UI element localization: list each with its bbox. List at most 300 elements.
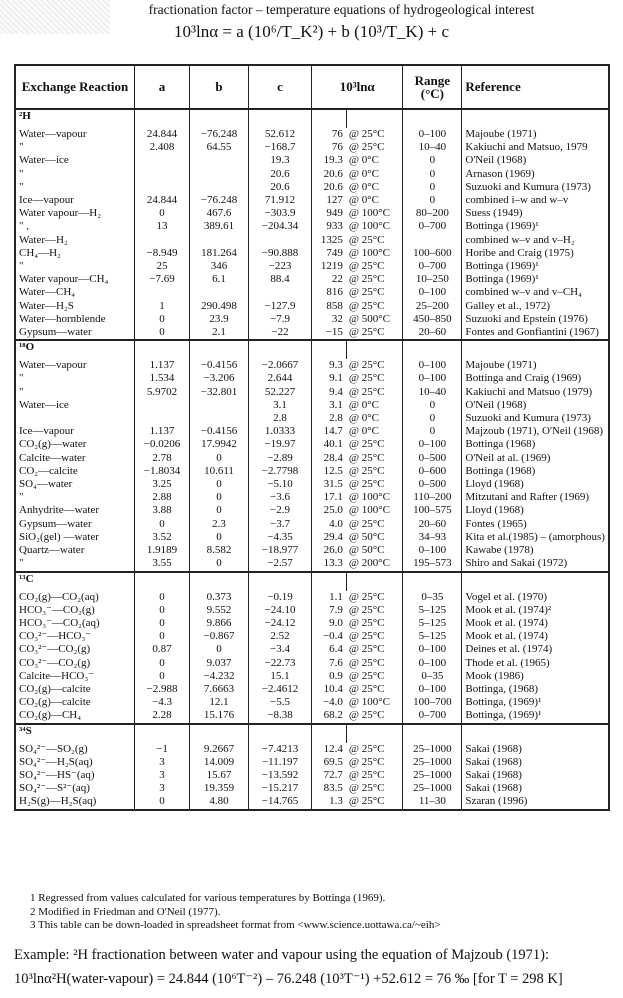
table-row: [15, 359, 609, 372]
cell-a: 0: [135, 617, 190, 630]
cell-range: 25–200: [403, 300, 462, 313]
cell-c: −204.34: [249, 220, 312, 233]
section-header: [15, 340, 609, 359]
cell-exchange: Water vapour—CH₄: [15, 273, 135, 286]
cell-temp: @ 25°C: [348, 359, 385, 372]
cell-lnalpha: 1325: [312, 234, 347, 247]
cell-reference: Mook et al. (1974): [462, 630, 609, 643]
isotope-label: ²H: [15, 109, 135, 128]
cell-reference: O'Neil (1968): [462, 154, 609, 167]
cell-a: 5.9702: [135, 386, 190, 399]
cell-exchange: CO₂(g)—calcite: [15, 696, 135, 709]
cell-b: 9.866: [190, 617, 249, 630]
cell-exchange: Water—ice: [15, 399, 135, 412]
cell-reference: Kita et al.(1985) – (amorphous): [462, 531, 609, 544]
section-spacer: [135, 572, 190, 591]
cell-temp: @ 25°C: [348, 656, 385, 669]
cell-range: 0–100: [403, 643, 462, 656]
cell-a: 3.88: [135, 504, 190, 517]
cell-b: 290.498: [190, 300, 249, 313]
table-row: [15, 491, 609, 504]
cell-exchange: Calcite—HCO₃⁻: [15, 670, 135, 683]
table-row: [15, 286, 609, 299]
cell-exchange: Water vapour—H₂: [15, 207, 135, 220]
cell-temp: @ 50°C: [348, 530, 385, 543]
cell-reference: Majzoub (1971), O'Neil (1968): [462, 425, 609, 438]
cell-range: 34–93: [403, 531, 462, 544]
cell-range: 0: [403, 194, 462, 207]
cell-exchange: Water—H₂: [15, 234, 135, 247]
table-row: [15, 657, 609, 670]
cell-b: 8.582: [190, 544, 249, 557]
cell-a: 0.87: [135, 643, 190, 656]
cell-exchange: CO₂—calcite: [15, 465, 135, 478]
cell-exchange: HCO₃⁻—CO₂(g): [15, 604, 135, 617]
cell-range: 0–35: [403, 591, 462, 604]
table-row: [15, 141, 609, 154]
cell-reference: Bottinga, (1969)¹: [462, 696, 609, 709]
footnote-1: 1 Regressed from values calculated for various temperatures by Bottinga (1969).: [30, 892, 386, 904]
cell-b: 64.55: [190, 141, 249, 154]
table-row: [15, 756, 609, 769]
cell-lnalpha: 933: [312, 220, 347, 233]
cell-c: −19.97: [249, 438, 312, 451]
section-spacer: [135, 109, 190, 128]
cell-range: 0: [403, 181, 462, 194]
cell-exchange: [15, 412, 135, 425]
cell-c: 2.52: [249, 630, 312, 643]
cell-temp: @ 0°C: [348, 154, 380, 167]
cell-exchange: ": [15, 181, 135, 194]
cell-range: 0: [403, 425, 462, 438]
cell-range: 0–100: [403, 128, 462, 141]
cell-reference: Suzuoki and Epstein (1976): [462, 313, 609, 326]
cell-reference: Kakiuchi and Matsuo, 1979: [462, 141, 609, 154]
cell-range: 0–100: [403, 286, 462, 299]
table-row: [15, 168, 609, 181]
cell-range: 25–1000: [403, 782, 462, 795]
section-spacer: [462, 724, 609, 743]
cell-temp: @ 25°C: [348, 517, 385, 530]
footnotes: [30, 892, 441, 933]
cell-a: 2.408: [135, 141, 190, 154]
example-line-2: 10³lnα²H(water-vapour) = 24.844 (10⁶T⁻²) – 76.248 (10³T⁻¹) +52.612 = 76 ‰ [for T = 298 K]: [14, 971, 563, 987]
cell-range: 5–125: [403, 604, 462, 617]
cell-a: 3.25: [135, 478, 190, 491]
cell-c: −127.9: [249, 300, 312, 313]
cell-lnalpha: 29.4: [312, 531, 347, 544]
cell-b: 389.61: [190, 220, 249, 233]
cell-a: 3.52: [135, 531, 190, 544]
cell-a: 0: [135, 518, 190, 531]
cell-c: −168.7: [249, 141, 312, 154]
cell-c: [249, 286, 312, 299]
cell-a: 2.78: [135, 452, 190, 465]
cell-lnalpha: 9.4: [312, 386, 347, 399]
section-spacer: [190, 340, 249, 359]
cell-a: 1.137: [135, 425, 190, 438]
cell-range: 5–125: [403, 630, 462, 643]
cell-a: 24.844: [135, 128, 190, 141]
table-row: [15, 604, 609, 617]
header-range: Range (°C): [403, 65, 462, 109]
table-row: [15, 670, 609, 683]
cell-exchange: CO₂(g)—calcite: [15, 683, 135, 696]
cell-exchange: SO₄²⁻—S²⁻(aq): [15, 782, 135, 795]
cell-a: 0: [135, 604, 190, 617]
section-spacer: [403, 724, 462, 743]
cell-range: 0–100: [403, 438, 462, 451]
cell-reference: Arnason (1969): [462, 168, 609, 181]
header-b: b: [190, 65, 249, 109]
section-spacer: [249, 109, 312, 128]
cell-exchange: H₂S(g)—H₂S(aq): [15, 795, 135, 809]
section-spacer: [312, 724, 347, 743]
cell-lnalpha: 32: [312, 313, 347, 326]
table-body: [15, 109, 609, 810]
cell-a: −8.949: [135, 247, 190, 260]
cell-temp: @ 0°C: [348, 180, 380, 193]
cell-temp: @ 100°C: [348, 246, 391, 259]
section-spacer: [135, 724, 190, 743]
cell-c: −22: [249, 326, 312, 340]
title-line-1: fractionation factor – temperature equations of hydrogeological interest: [148, 2, 535, 17]
cell-reference: Vogel et al. (1970): [462, 591, 609, 604]
cell-c: −4.35: [249, 531, 312, 544]
cell-a: −7.69: [135, 273, 190, 286]
cell-temp: @ 25°C: [348, 795, 385, 808]
table-row: [15, 220, 609, 233]
cell-a: 0: [135, 207, 190, 220]
cell-b: −76.248: [190, 194, 249, 207]
table-row: [15, 709, 609, 723]
cell-c: −2.7798: [249, 465, 312, 478]
cell-range: 0–700: [403, 220, 462, 233]
cell-reference: Bottinga, (1968): [462, 683, 609, 696]
cell-lnalpha: 19.3: [312, 154, 347, 167]
cell-temp: @ 0°C: [348, 398, 380, 411]
cell-exchange: ": [15, 168, 135, 181]
table-row: [15, 260, 609, 273]
cell-b: 10.611: [190, 465, 249, 478]
cell-lnalpha: 26.0: [312, 544, 347, 557]
table-row: [15, 478, 609, 491]
cell-lnalpha: 17.1: [312, 491, 347, 504]
section-spacer: [462, 340, 609, 359]
cell-a: 3: [135, 769, 190, 782]
cell-a: 2.28: [135, 709, 190, 723]
cell-temp: @ 25°C: [348, 782, 385, 795]
cell-reference: Fontes and Gonfiantini (1967): [462, 326, 609, 340]
cell-c: −7.4213: [249, 743, 312, 756]
cell-reference: Mook et al. (1974): [462, 617, 609, 630]
cell-reference: Suzuoki and Kumura (1973): [462, 412, 609, 425]
cell-temp: @ 50°C: [348, 544, 385, 557]
cell-c: −13.592: [249, 769, 312, 782]
cell-reference: Sakai (1968): [462, 782, 609, 795]
cell-exchange: Calcite—water: [15, 452, 135, 465]
cell-temp: @ 25°C: [348, 755, 385, 768]
section-spacer: [347, 109, 403, 128]
cell-c: −303.9: [249, 207, 312, 220]
cell-reference: combined i–w and w–v: [462, 194, 609, 207]
cell-reference: Bottinga (1968): [462, 438, 609, 451]
cell-c: −3.7: [249, 518, 312, 531]
cell-a: 25: [135, 260, 190, 273]
cell-a: [135, 168, 190, 181]
cell-lnalpha: 6.4: [312, 643, 347, 656]
cell-temp: @ 25°C: [348, 643, 385, 656]
cell-reference: Bottinga and Craig (1969): [462, 372, 609, 385]
cell-range: 0–700: [403, 260, 462, 273]
cell-temp: @ 25°C: [348, 299, 385, 312]
cell-temp: @ 100°C: [348, 220, 391, 233]
cell-a: [135, 181, 190, 194]
table-row: [15, 591, 609, 604]
cell-lnalpha: 949: [312, 207, 347, 220]
cell-range: 0–700: [403, 709, 462, 723]
cell-range: 0–100: [403, 683, 462, 696]
cell-exchange: Water—ice: [15, 154, 135, 167]
cell-a: 0: [135, 313, 190, 326]
cell-c: −24.12: [249, 617, 312, 630]
section-spacer: [403, 109, 462, 128]
cell-range: 0–500: [403, 478, 462, 491]
table-row: [15, 438, 609, 451]
table-row: [15, 326, 609, 340]
cell-lnalpha: 0.9: [312, 670, 347, 683]
cell-lnalpha: 7.9: [312, 604, 347, 617]
isotope-label: ³⁴S: [15, 724, 135, 743]
cell-a: 1.9189: [135, 544, 190, 557]
table-row: [15, 696, 609, 709]
footnote-3: 3 This table can be down-loaded in spreadsheet format from <www.science.uottawa.ca/~eih>: [30, 919, 441, 931]
cell-exchange: ": [15, 141, 135, 154]
cell-c: 52.612: [249, 128, 312, 141]
cell-a: 0: [135, 326, 190, 340]
cell-lnalpha: 69.5: [312, 756, 347, 769]
cell-temp: @ 25°C: [348, 682, 385, 695]
cell-a: 2.88: [135, 491, 190, 504]
cell-range: 25–1000: [403, 756, 462, 769]
table-row: [15, 630, 609, 643]
cell-reference: Bottinga (1969)¹: [462, 260, 609, 273]
cell-lnalpha: 9.0: [312, 617, 347, 630]
cell-lnalpha: 25.0: [312, 504, 347, 517]
cell-c: −2.57: [249, 557, 312, 571]
table-row: [15, 425, 609, 438]
cell-temp: @ 0°C: [348, 425, 380, 438]
section-spacer: [249, 572, 312, 591]
cell-lnalpha: 9.3: [312, 359, 347, 372]
cell-exchange: ": [15, 260, 135, 273]
section-header: [15, 109, 609, 128]
cell-b: 181.264: [190, 247, 249, 260]
cell-lnalpha: 20.6: [312, 181, 347, 194]
cell-exchange: Water—vapour: [15, 359, 135, 372]
section-spacer: [190, 109, 249, 128]
cell-a: 0: [135, 657, 190, 670]
cell-temp: @ 200°C: [348, 557, 391, 570]
cell-lnalpha: 816: [312, 286, 347, 299]
cell-temp: @ 25°C: [348, 616, 385, 629]
cell-range: 0–600: [403, 465, 462, 478]
section-spacer: [190, 572, 249, 591]
cell-exchange: Anhydrite—water: [15, 504, 135, 517]
cell-range: 0: [403, 154, 462, 167]
cell-b: 7.6663: [190, 683, 249, 696]
cell-a: [135, 399, 190, 412]
cell-b: 0: [190, 531, 249, 544]
cell-exchange: Quartz—water: [15, 544, 135, 557]
cell-exchange: Gypsum—water: [15, 326, 135, 340]
cell-exchange: CO₃²⁻—HCO₃⁻: [15, 630, 135, 643]
cell-temp: @ 25°C: [348, 669, 385, 682]
cell-b: 6.1: [190, 273, 249, 286]
cell-b: −76.248: [190, 128, 249, 141]
cell-range: 0–100: [403, 657, 462, 670]
cell-reference: Shiro and Sakai (1972): [462, 557, 609, 571]
cell-range: 0–100: [403, 544, 462, 557]
cell-temp: @ 100°C: [348, 504, 391, 517]
cell-b: 346: [190, 260, 249, 273]
cell-range: 80–200: [403, 207, 462, 220]
cell-range: 10–40: [403, 386, 462, 399]
cell-reference: O'Neil (1968): [462, 399, 609, 412]
cell-c: 3.1: [249, 399, 312, 412]
cell-lnalpha: 4.0: [312, 518, 347, 531]
cell-c: −7.9: [249, 313, 312, 326]
table-row: [15, 313, 609, 326]
table-row: [15, 518, 609, 531]
cell-reference: Sakai (1968): [462, 769, 609, 782]
cell-reference: combined w–v and v–CH₄: [462, 286, 609, 299]
cell-c: −5.10: [249, 478, 312, 491]
cell-a: [135, 154, 190, 167]
cell-temp: @ 25°C: [348, 273, 385, 286]
cell-exchange: SO₄—water: [15, 478, 135, 491]
cell-lnalpha: 22: [312, 273, 347, 286]
cell-b: −4.232: [190, 670, 249, 683]
cell-a: 3: [135, 782, 190, 795]
cell-exchange: CO₃²⁻—CO₂(g): [15, 657, 135, 670]
page-title: [0, 2, 623, 42]
cell-c: −22.73: [249, 657, 312, 670]
cell-exchange: Water—H₂S: [15, 300, 135, 313]
cell-range: 0–35: [403, 670, 462, 683]
cell-exchange: Ice—vapour: [15, 194, 135, 207]
section-spacer: [403, 340, 462, 359]
cell-reference: Deines et al. (1974): [462, 643, 609, 656]
cell-b: 0: [190, 557, 249, 571]
cell-b: [190, 168, 249, 181]
table-row: [15, 194, 609, 207]
cell-b: 9.037: [190, 657, 249, 670]
header-lnalpha: 10³lnα: [312, 65, 403, 109]
table-row: [15, 617, 609, 630]
table-row: [15, 769, 609, 782]
cell-temp: @ 0°C: [348, 194, 380, 207]
cell-b: 0: [190, 491, 249, 504]
cell-temp: @ 100°C: [348, 696, 391, 709]
cell-a: −4.3: [135, 696, 190, 709]
footnote-2: 2 Modified in Friedman and O'Neil (1977).: [30, 905, 221, 918]
cell-reference: Majoube (1971): [462, 128, 609, 141]
cell-lnalpha: 9.1: [312, 372, 347, 385]
cell-lnalpha: 13.3: [312, 557, 347, 571]
cell-lnalpha: 72.7: [312, 769, 347, 782]
cell-exchange: SO₄²⁻—H₂S(aq): [15, 756, 135, 769]
header-exchange: Exchange Reaction: [15, 65, 135, 109]
section-header: [15, 572, 609, 591]
cell-c: 1.0333: [249, 425, 312, 438]
table-row: [15, 743, 609, 756]
cell-lnalpha: 20.6: [312, 168, 347, 181]
cell-b: [190, 286, 249, 299]
cell-lnalpha: 1.1: [312, 591, 347, 604]
cell-c: 20.6: [249, 181, 312, 194]
cell-reference: Bottinga (1969)¹: [462, 220, 609, 233]
cell-exchange: Water—hornblende: [15, 313, 135, 326]
cell-exchange: Water—CH₄: [15, 286, 135, 299]
cell-a: −0.0206: [135, 438, 190, 451]
cell-c: 71.912: [249, 194, 312, 207]
table-row: [15, 531, 609, 544]
cell-b: 0: [190, 478, 249, 491]
cell-b: −0.4156: [190, 425, 249, 438]
cell-c: −5.5: [249, 696, 312, 709]
cell-c: −14.765: [249, 795, 312, 809]
section-spacer: [462, 572, 609, 591]
worked-example: [14, 943, 563, 991]
cell-temp: @ 25°C: [348, 603, 385, 616]
section-header: [15, 724, 609, 743]
title-equation: 10³lnα = a (10⁶/T_K²) + b (10³/T_K) + c: [173, 22, 450, 41]
cell-exchange: ": [15, 557, 135, 571]
cell-b: [190, 412, 249, 425]
cell-lnalpha: 12.4: [312, 743, 347, 756]
table-row: [15, 372, 609, 385]
cell-c: [249, 234, 312, 247]
cell-b: −0.867: [190, 630, 249, 643]
table-row: [15, 544, 609, 557]
section-spacer: [249, 724, 312, 743]
cell-exchange: CO₂(g)—CO₂(aq): [15, 591, 135, 604]
cell-range: 0: [403, 412, 462, 425]
cell-b: 0: [190, 643, 249, 656]
cell-c: −223: [249, 260, 312, 273]
cell-range: 20–60: [403, 326, 462, 340]
cell-range: 10–250: [403, 273, 462, 286]
section-spacer: [347, 572, 403, 591]
cell-a: 13: [135, 220, 190, 233]
cell-range: 25–1000: [403, 769, 462, 782]
cell-b: 14.009: [190, 756, 249, 769]
cell-temp: @ 0°C: [348, 167, 380, 180]
cell-temp: @ 25°C: [348, 385, 385, 398]
cell-range: 450–850: [403, 313, 462, 326]
cell-c: 20.6: [249, 168, 312, 181]
cell-exchange: Water—vapour: [15, 128, 135, 141]
cell-exchange: SO₄²⁻—SO₂(g): [15, 743, 135, 756]
cell-lnalpha: 76: [312, 141, 347, 154]
cell-b: 0: [190, 452, 249, 465]
cell-range: 0: [403, 168, 462, 181]
table-row: [15, 273, 609, 286]
cell-reference: Lloyd (1968): [462, 478, 609, 491]
cell-b: −32.801: [190, 386, 249, 399]
cell-temp: @ 500°C: [348, 312, 391, 325]
